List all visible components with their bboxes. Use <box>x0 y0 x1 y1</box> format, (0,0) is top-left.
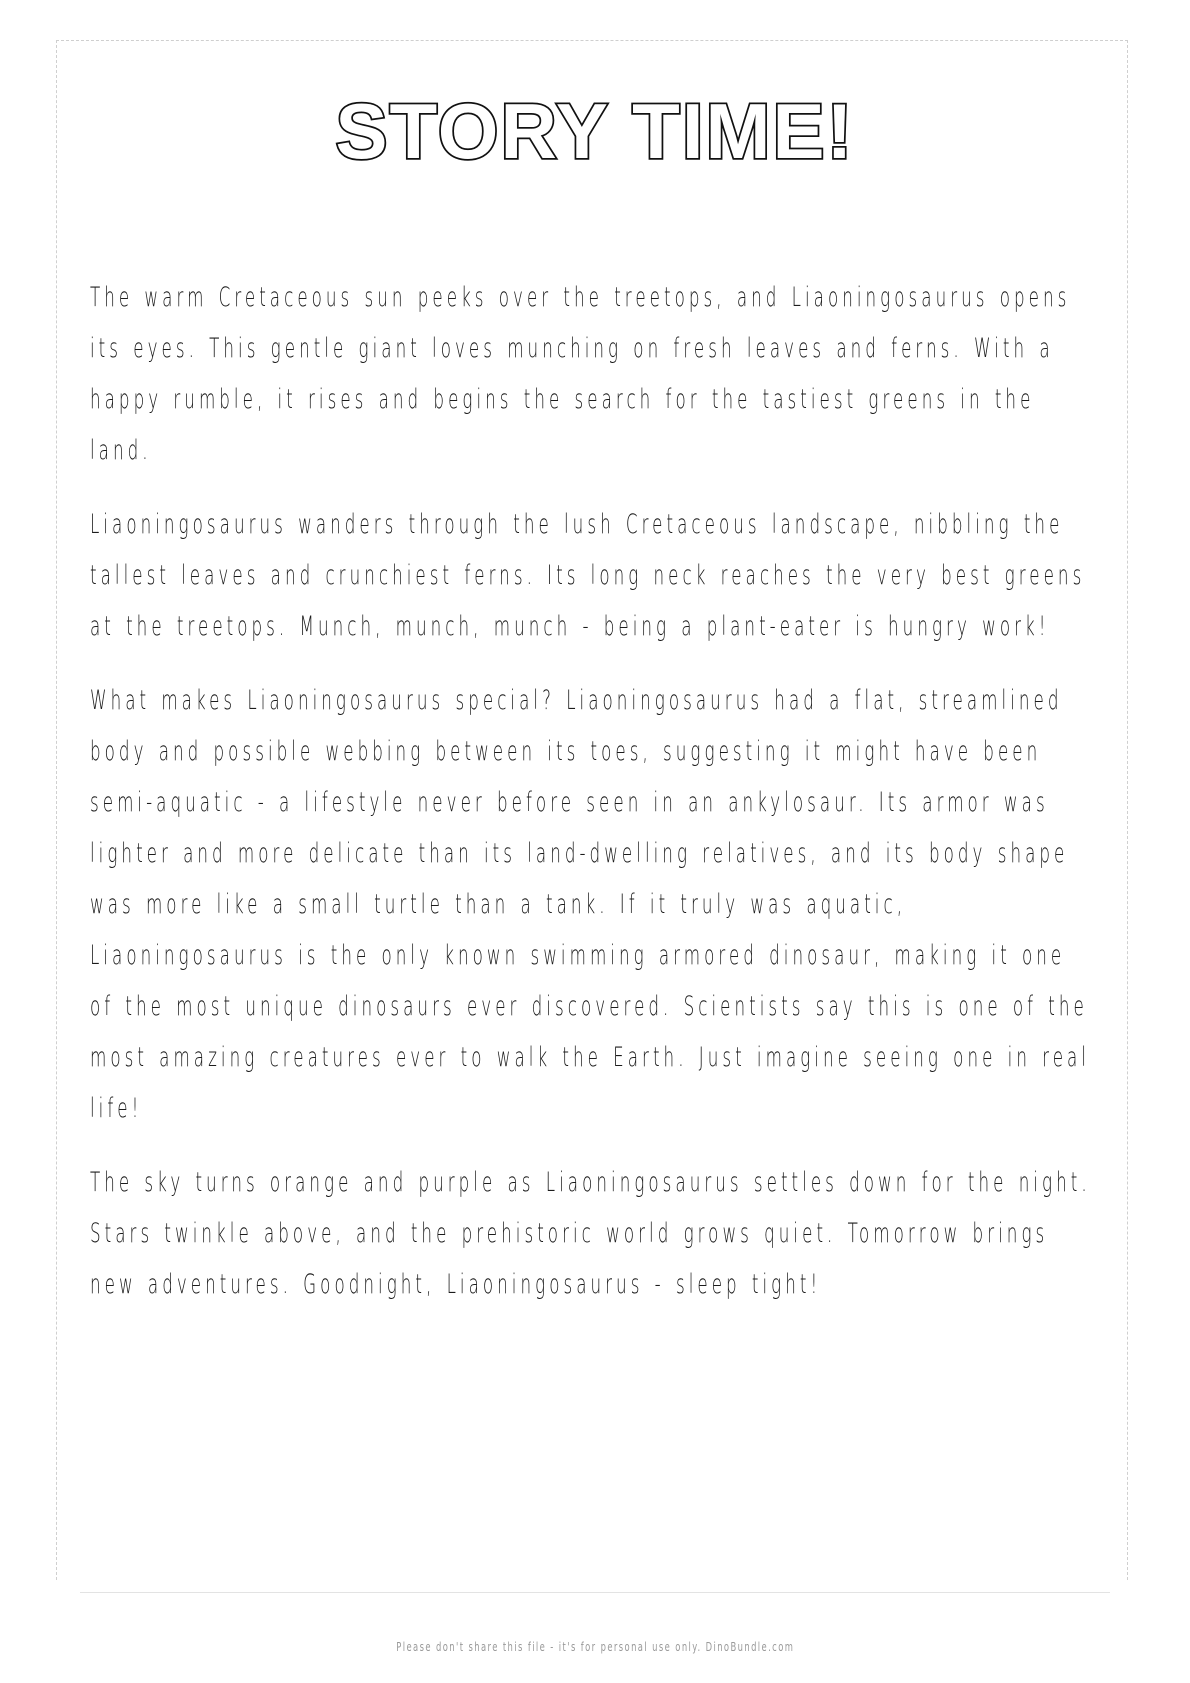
story-paragraph-goodnight: The sky turns orange and purple as Liaoningosaurus settles down for the night. Stars twinkle above, and the prehistoric world grows quiet. Tomorrow brings new adventures. Goodnight, Liaoningosaurus - sleep tight! <box>90 1167 1091 1300</box>
page-title: STORY TIME! <box>335 87 855 175</box>
footer-notice <box>0 1640 1190 1654</box>
story-body <box>90 272 1100 1333</box>
footer-text: Please don't share this file - it's for personal use only. DinoBundle.com <box>395 1640 795 1654</box>
story-paragraph-wandering: Liaoningosaurus wanders through the lush Cretaceous landscape, nibbling the tallest leaves and crunchiest ferns. Its long neck reaches the very best greens at the treetops. Munch, munch, munch - being a plant-eater is hungry work! <box>90 509 1086 642</box>
story-paragraph-morning: The warm Cretaceous sun peeks over the treetops, and Liaoningosaurus opens its eyes. This gentle giant loves munching on fresh leaves and ferns. With a happy rumble, it rises and begins the search for the tastiest greens in the land. <box>90 282 1071 466</box>
footer-divider <box>80 1592 1110 1593</box>
story-paragraph-special-facts: What makes Liaoningosaurus special? Liaoningosaurus had a flat, streamlined body and possible webbing between its toes, suggesting it might have been semi-aquatic - a lifestyle never before seen in an ankylosaur. Its armor was lighter and more delicate than its land-dwelling relatives, and its body shape was more like a small turtle than a tank. If it truly was aquatic, Liaoningosaurus is the only known swimming armored dinosaur, making it one of the most unique dinosaurs ever discovered. Scientists say this is one of the most amazing creatures ever to walk the Earth. Just imagine seeing one in real life! <box>90 685 1091 1124</box>
